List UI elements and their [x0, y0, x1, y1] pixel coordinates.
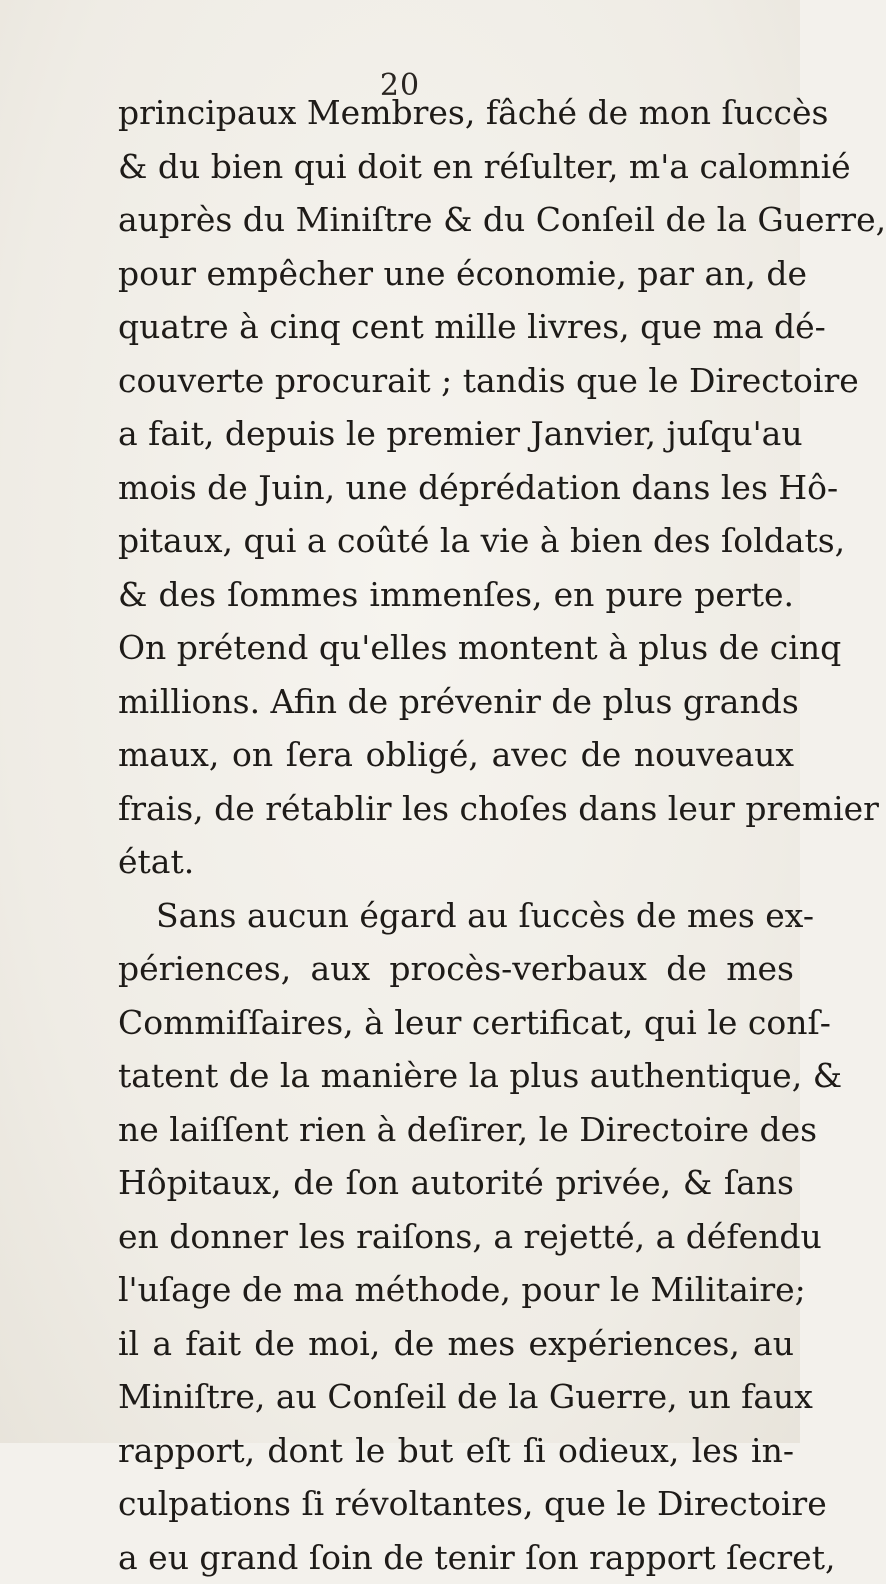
text-line: périences, aux procès-verbaux de mes: [118, 942, 794, 996]
text-line: On prétend qu'elles montent à plus de cinq: [118, 621, 794, 675]
text-line: frais, de rétablir les choſes dans leur premier: [118, 782, 794, 836]
text-line: a eu grand ſoin de tenir ſon rapport ſecret,: [118, 1531, 794, 1584]
text-line: état.: [118, 835, 794, 889]
text-line: Miniſtre, au Conſeil de la Guerre, un faux: [118, 1370, 794, 1424]
text-line: a fait, depuis le premier Janvier, juſqu'au: [118, 407, 794, 461]
text-line: Commiſſaires, à leur certificat, qui le conſ-: [118, 996, 794, 1050]
body-text: [118, 86, 794, 1584]
text-line: en donner les raiſons, a rejetté, a défendu: [118, 1210, 794, 1264]
text-line: pitaux, qui a coûté la vie à bien des ſoldats,: [118, 514, 794, 568]
text-line: pour empêcher une économie, par an, de: [118, 247, 794, 301]
text-line: Sans aucun égard au ſuccès de mes ex-: [118, 889, 794, 943]
text-line: tatent de la manière la plus authentique, &: [118, 1049, 794, 1103]
text-line: rapport, dont le but eſt ſi odieux, les in-: [118, 1424, 794, 1478]
text-line: quatre à cinq cent mille livres, que ma dé-: [118, 300, 794, 354]
text-line: & du bien qui doit en réſulter, m'a calomnié: [118, 140, 794, 194]
text-line: ne laiſſent rien à deſirer, le Directoire des: [118, 1103, 794, 1157]
text-line: mois de Juin, une déprédation dans les Hô-: [118, 461, 794, 515]
text-line: & des ſommes immenſes, en pure perte.: [118, 568, 794, 622]
text-line: principaux Membres, fâché de mon ſuccès: [118, 86, 794, 140]
text-line: Hôpitaux, de ſon autorité privée, & ſans: [118, 1156, 794, 1210]
page-number: 20: [0, 68, 800, 103]
text-line: couverte procurait ; tandis que le Directoire: [118, 354, 794, 408]
text-line: il a fait de moi, de mes expériences, au: [118, 1317, 794, 1371]
text-line: auprès du Miniſtre & du Conſeil de la Guerre,: [118, 193, 794, 247]
text-line: l'uſage de ma méthode, pour le Militaire;: [118, 1263, 794, 1317]
text-line: culpations ſi révoltantes, que le Directoire: [118, 1477, 794, 1531]
text-line: millions. Afin de prévenir de plus grands: [118, 675, 794, 729]
text-line: maux, on ſera obligé, avec de nouveaux: [118, 728, 794, 782]
